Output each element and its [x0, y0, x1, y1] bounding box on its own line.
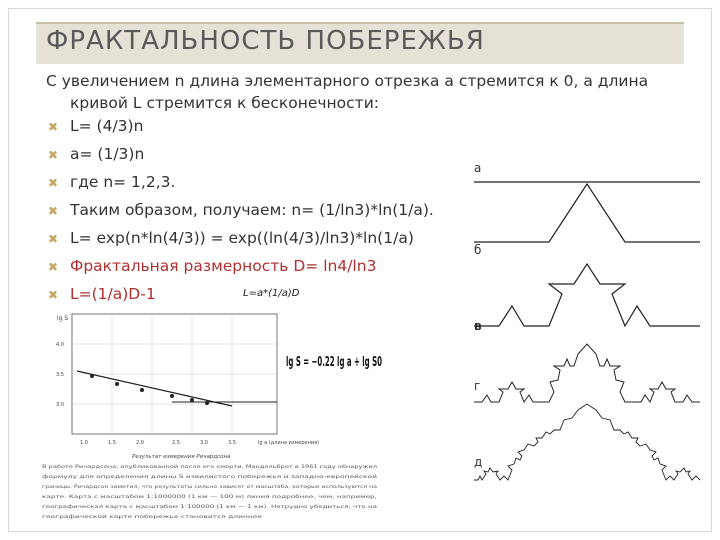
- y-tick: 4.0: [56, 342, 64, 348]
- data-point: [190, 398, 194, 402]
- caption-line: карте. Карта с масштабом 1:1000000 (1 км — 100 м) линия подробнее, чем, например,: [42, 495, 254, 500]
- bullet-5: L= exp(n*ln(4/3)) = exp((ln(4/3)/ln3)*ln(1/a): [70, 229, 414, 247]
- x-tick: 1.0: [80, 440, 88, 446]
- data-point: [170, 394, 174, 398]
- koch-label-a: а: [474, 161, 482, 175]
- koch-iteration-4: [474, 404, 700, 480]
- caption-line: географической карте побережье становится длиннее: [42, 515, 177, 520]
- koch-label-v: в: [474, 319, 482, 333]
- koch-iteration-2: [474, 264, 700, 326]
- bullet-1: L= (4/3)n: [70, 117, 144, 135]
- x-tick: 2.5: [172, 440, 180, 446]
- caption-title: Результат измерения Ричардсона: [132, 454, 231, 460]
- x-tick: 1.5: [108, 440, 116, 446]
- bullet-marker-icon: ✖: [48, 176, 59, 190]
- data-point: [90, 374, 94, 378]
- richardson-figure: [32, 306, 387, 528]
- koch-iteration-1: [474, 184, 700, 242]
- bullet-marker-icon: ✖: [48, 148, 59, 162]
- fit-line: [77, 371, 232, 406]
- slide-title: ФРАКТАЛЬНОСТЬ ПОБЕРЕЖЬЯ: [46, 26, 485, 56]
- intro-line-1: С увеличением n длина элементарного отрезка a стремится к 0, а длина: [46, 72, 649, 90]
- y-axis-label: lg S: [57, 315, 69, 322]
- y-tick: 3.5: [56, 372, 64, 378]
- bullet-6: Фрактальная размерность D= ln4/ln3: [70, 257, 377, 275]
- caption-line: границы. Ричардсон заметил, что результаты сильно зависят от масштаба, которые используются на: [42, 485, 292, 490]
- koch-label-d: д: [474, 455, 483, 469]
- bullet-marker-icon: ✖: [48, 260, 59, 274]
- bullet-4: Таким образом, получаем: n= (1/ln3)*ln(1/a).: [70, 201, 434, 219]
- bullet-3: где n= 1,2,3.: [70, 173, 176, 191]
- bullet-marker-icon: ✖: [48, 232, 59, 246]
- x-axis-label: lg a (длина измерения): [258, 440, 320, 446]
- x-tick: 3.5: [228, 440, 236, 446]
- koch-label-g: г: [474, 379, 481, 393]
- data-point: [140, 388, 144, 392]
- caption-line: В работе Ричардсона, опубликованной после его смерти, Мандельброт в 1961 году обнаружил: [42, 465, 275, 470]
- richardson-formula: lg S = −0.22 lg a + lg S0: [286, 355, 382, 370]
- bullet-marker-icon: ✖: [48, 120, 59, 134]
- data-point: [115, 382, 119, 386]
- bullet-marker-icon: ✖: [48, 288, 59, 302]
- caption-line: географическая карта с масштабом 1:100000 (1 км — 1 км). Нетрудно убедиться, что на: [42, 505, 259, 510]
- bullet-7: L=(1/a)D-1: [70, 285, 156, 303]
- bullet-2: a= (1/3)n: [70, 145, 145, 163]
- koch-label-b: б: [474, 243, 482, 257]
- y-tick: 3.0: [56, 402, 64, 408]
- bullet-marker-icon: ✖: [48, 204, 59, 218]
- x-tick: 3.0: [200, 440, 208, 446]
- x-tick: 2.0: [136, 440, 144, 446]
- koch-iteration-3: [474, 344, 700, 402]
- intro-line-2: кривой L стремится к бесконечности:: [70, 94, 379, 112]
- data-point: [205, 401, 209, 405]
- caption-line: формулу для определения длины S извилистого побережья и западно-европейской: [42, 475, 248, 480]
- koch-figure: [468, 154, 706, 494]
- small-formula: L=a*(1/a)D: [243, 288, 300, 299]
